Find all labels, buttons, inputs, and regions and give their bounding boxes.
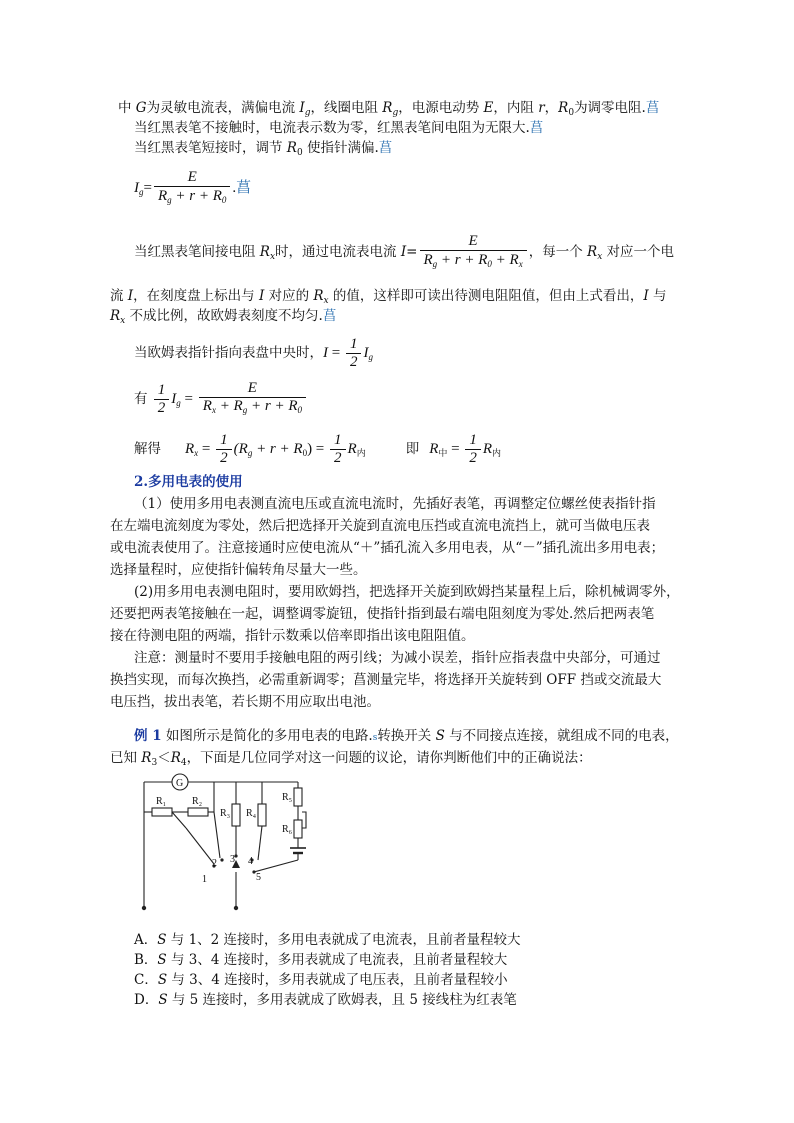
usage-p2-line-3: 接在待测电阻的两端，指针示数乘以倍率即指出该电阻阻值。 xyxy=(110,628,475,644)
circuit-contact-2: 2 xyxy=(212,858,217,869)
intro-line-6: $R_x$ 不成比例，故欧姆表刻度不均匀.菖 xyxy=(110,308,337,326)
circuit-label-r2: R₂ xyxy=(192,796,203,807)
multimeter-circuit-diagram xyxy=(130,768,330,918)
intro-line-9: 解得 $R_x$ = $\frac{1}{2}$ $(R_g + r + R_0)$ = $\frac{1}{2}$ $R_内$ 即 $R_中$ = $\frac{1}{2}$ $R_内$ xyxy=(134,432,502,466)
intro-line-5: 流 I，在刻度盘上标出与 I 对应的 $R_x$ 的值，这样即可读出待测电阻阻值，但由上式看出，I 与 xyxy=(110,288,667,306)
intro-line-1: 中 G为灵敏电流表，满偏电流 $I_g$，线圈电阻 $R_g$，电源电动势 E，内阻 r，$R_0$为调零电阻.菖 xyxy=(118,100,660,118)
intro-line-4: 当红黑表笔间接电阻 $R_x$时，通过电流表电流 I= $\frac{E}{R_g + r + R_0 + R_x}$ ，每一个 $R_x$ 对应一个电 xyxy=(134,232,674,273)
circuit-label-g: G xyxy=(176,778,184,789)
circuit-label-r4: R₄ xyxy=(246,808,257,819)
resistor-r1 xyxy=(152,808,172,816)
usage-note-line-2: 换挡实现，而每次换挡，必需重新调零；菖测量完毕，将选择开关旋转到 OFF 挡或交流最大 xyxy=(110,672,662,688)
usage-p1-line-2: 在左端电流刻度为零处，然后把选择开关旋到直流电压挡或直流电流挡上，就可当做电压表 xyxy=(110,518,650,534)
usage-p1-line-1: （1）使用多用电表测直流电压或直流电流时，先插好表笔，再调整定位螺丝使表指针指 xyxy=(134,496,656,512)
circuit-label-r1: R₁ xyxy=(156,796,167,807)
circuit-label-r5: R₅ xyxy=(282,792,293,803)
usage-p1-line-3: 或电流表使用了。注意接通时应使电流从“＋”插孔流入多用电表，从“－”插孔流出多用电表； xyxy=(110,540,665,556)
circuit-contact-3: 3 xyxy=(230,854,235,865)
resistor-r5 xyxy=(294,788,302,806)
intro-line-3: 当红黑表笔短接时，调节 $R_0$ 使指针满偏.菖 xyxy=(134,140,393,158)
usage-p2-line-2: 还要把两表笔接触在一起，调整调零旋钮，使指针指到最右端电阻刻度为零处.然后把两表笔 xyxy=(110,606,655,622)
circuit-label-r3: R₃ xyxy=(220,808,231,819)
option-b: B．S 与 3、4 连接时，多用表就成了电流表，且前者量程较大 xyxy=(134,952,508,968)
option-c: C．S 与 3、4 连接时，多用表就成了电压表，且前者量程较小 xyxy=(134,972,508,988)
resistor-r4 xyxy=(258,804,266,826)
intro-line-2: 当红黑表笔不接触时，电流表示数为零，红黑表笔间电阻为无限大.菖 xyxy=(134,120,544,136)
watermark-glyph: 菖 xyxy=(645,100,660,116)
example-label: 例 1 xyxy=(134,728,162,744)
usage-note-line-3: 电压挡，拔出表笔，若长期不用应取出电池。 xyxy=(110,694,380,710)
usage-note-line-1: 注意：测量时不要用手接触电阻的两引线；为减小误差，指针应指表盘中央部分，可通过 xyxy=(134,650,661,666)
resistor-r6 xyxy=(294,820,302,838)
section-heading: 2.多用电表的使用 xyxy=(134,474,243,490)
option-d: D．S 与 5 连接时，多用表就成了欧姆表，且 5 接线柱为红表笔 xyxy=(134,992,517,1008)
example-line-2: 已知 $R_3<R_4$，下面是几位同学对这一问题的议论，请你判断他们中的正确说法： xyxy=(110,750,592,768)
usage-p1-line-4: 选择量程时，应使指针偏转角尽量大一些。 xyxy=(110,562,367,578)
circuit-contact-1: 1 xyxy=(202,874,207,885)
resistor-r3 xyxy=(232,804,240,826)
resistor-r2 xyxy=(188,808,208,816)
circuit-contact-5: 5 xyxy=(256,872,261,883)
usage-p2-line-1: (2)用多用电表测电阻时，要用欧姆挡，把选择开关旋到欧姆挡某量程上后，除机械调零外， xyxy=(134,584,680,600)
circuit-label-r6: R₆ xyxy=(282,824,293,835)
circuit-contact-4: 4 xyxy=(248,856,253,867)
intro-line-8: 有 $\frac{1}{2}$ $I_g$ = $\frac{E}{R_x + R_g + r + R_0}$ xyxy=(134,380,308,419)
equation-ig: $I_g=$ $\frac{E}{R_g + r + R_0}$ .菖 xyxy=(134,168,251,209)
option-a: A．S 与 1、2 连接时，多用电表就成了电流表，且前者量程较大 xyxy=(134,932,521,948)
example-line-1: 例 1 如图所示是简化的多用电表的电路.s转换开关 S 与不同接点连接，就组成不同的电表， xyxy=(134,728,679,744)
intro-line-7: 当欧姆表指针指向表盘中央时，I = $\frac{1}{2}$ $I_g$ xyxy=(134,336,373,370)
